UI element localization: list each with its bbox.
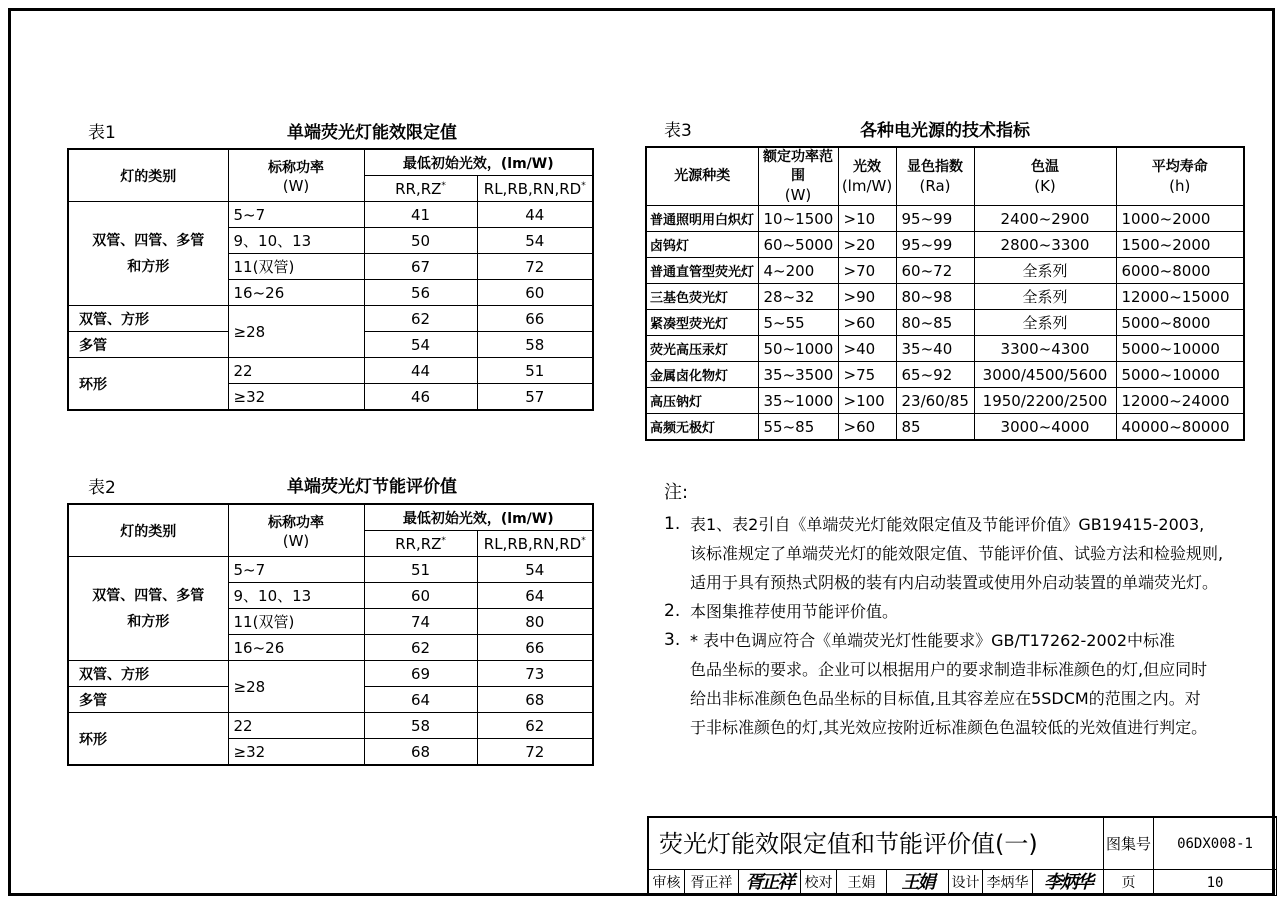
- t1-header-efficacy: 最低初始光效，(lm/W): [364, 149, 593, 176]
- t1-cell-power: 16~26: [228, 280, 364, 306]
- atlas-number: 06DX008-1: [1154, 818, 1277, 870]
- t2-header-power-label: 标称功率: [268, 514, 324, 531]
- t3-cell-power: 4~200: [758, 258, 838, 284]
- t3-cell-power: 35~3500: [758, 362, 838, 388]
- t1-cell-b: 57: [477, 384, 593, 411]
- table-row: [68, 661, 593, 687]
- t3-cell-ct: 3000/4500/5600: [974, 362, 1116, 388]
- t3-cell-ct: 2400~2900: [974, 206, 1116, 232]
- table-row: [646, 206, 1244, 232]
- note-number: 1.: [664, 514, 681, 534]
- note-line: 本图集推荐使用节能评价值。: [690, 602, 899, 621]
- t3-cell-type: 高压钠灯: [646, 388, 758, 414]
- t3-cell-type: 紧凑型荧光灯: [646, 310, 758, 336]
- t2-cell-power: 5~7: [228, 557, 364, 583]
- t1-group-1: 双管、四管、多管 和方形: [68, 202, 228, 306]
- t3-cell-life: 1500~2000: [1116, 232, 1244, 258]
- t2-cell-a: 74: [364, 609, 477, 635]
- t3-cell-eff: >40: [838, 336, 896, 362]
- t1-cell-b: 72: [477, 254, 593, 280]
- t3-cell-cri: 80~98: [896, 284, 974, 310]
- t2-cell-b: 64: [477, 583, 593, 609]
- t2-cell-b: 66: [477, 635, 593, 661]
- t2-cell-b: 72: [477, 739, 593, 766]
- t1-cell-b: 51: [477, 358, 593, 384]
- t3-header-cri: 显色指数 (Ra): [896, 147, 974, 206]
- t1-header-power-label: 标称功率: [268, 159, 324, 176]
- note-item: [664, 510, 1254, 597]
- t1-cell-b: 54: [477, 228, 593, 254]
- t3-cell-life: 40000~80000: [1116, 414, 1244, 441]
- t3-cell-life: 5000~10000: [1116, 362, 1244, 388]
- table-row: [646, 414, 1244, 441]
- t2-header-efficacy: 最低初始光效，(lm/W): [364, 504, 593, 531]
- t3-cell-cri: 60~72: [896, 258, 974, 284]
- note-line: 于非标准颜色的灯,其光效应按附近标准颜色色温较低的光效值进行判定。: [690, 718, 1208, 737]
- t3-cell-type: 荧光高压汞灯: [646, 336, 758, 362]
- page-label: 页: [1104, 870, 1154, 896]
- t3-cell-power: 55~85: [758, 414, 838, 441]
- t3-cell-type: 高频无极灯: [646, 414, 758, 441]
- t3-cell-life: 12000~15000: [1116, 284, 1244, 310]
- t2-cell-b: 73: [477, 661, 593, 687]
- table1: [67, 148, 594, 411]
- t1-header-col-b: RL,RB,RN,RD*: [477, 176, 593, 202]
- t1-cell-power: ≥28: [228, 306, 364, 358]
- note-line: 适用于具有预热式阴极的装有内启动装置或使用外启动装置的单端荧光灯。: [690, 573, 1219, 592]
- t3-cell-eff: >75: [838, 362, 896, 388]
- t2-cell-power: ≥32: [228, 739, 364, 766]
- t3-cell-life: 12000~24000: [1116, 388, 1244, 414]
- t3-cell-ct: 全系列: [974, 258, 1116, 284]
- table-row: [68, 306, 593, 332]
- t1-group-2b: 多管: [68, 332, 228, 358]
- t3-cell-ct: 3300~4300: [974, 336, 1116, 362]
- t3-header-type: 光源种类: [646, 147, 758, 206]
- t2-cell-power: 9、10、13: [228, 583, 364, 609]
- t1-cell-b: 60: [477, 280, 593, 306]
- t3-cell-eff: >20: [838, 232, 896, 258]
- t3-cell-cri: 95~99: [896, 232, 974, 258]
- reviewer-signature: 胥正祥: [739, 870, 801, 896]
- t3-cell-ct: 3000~4000: [974, 414, 1116, 441]
- t2-header-power-unit: (W): [282, 531, 310, 550]
- t3-cell-type: 普通直管型荧光灯: [646, 258, 758, 284]
- t3-cell-life: 1000~2000: [1116, 206, 1244, 232]
- t3-header-efficacy: 光效 (lm/W): [838, 147, 896, 206]
- t1-cell-a: 46: [364, 384, 477, 411]
- t2-cell-b: 80: [477, 609, 593, 635]
- table-row: [646, 388, 1244, 414]
- t2-cell-a: 69: [364, 661, 477, 687]
- t2-cell-b: 62: [477, 713, 593, 739]
- t1-cell-a: 56: [364, 280, 477, 306]
- t1-cell-a: 41: [364, 202, 477, 228]
- t1-cell-power: 11(双管): [228, 254, 364, 280]
- t2-cell-power: 16~26: [228, 635, 364, 661]
- table-row: [68, 557, 593, 583]
- t3-cell-ct: 2800~3300: [974, 232, 1116, 258]
- t3-header-color-temp: 色温 (K): [974, 147, 1116, 206]
- table3: [645, 146, 1245, 441]
- t1-cell-a: 50: [364, 228, 477, 254]
- t2-cell-a: 64: [364, 687, 477, 713]
- t1-cell-power: ≥32: [228, 384, 364, 411]
- t1-cell-power: 9、10、13: [228, 228, 364, 254]
- title-block: [647, 816, 1277, 896]
- t3-cell-cri: 85: [896, 414, 974, 441]
- t1-header-col-a: RR,RZ*: [364, 176, 477, 202]
- t3-cell-life: 5000~10000: [1116, 336, 1244, 362]
- t1-cell-b: 44: [477, 202, 593, 228]
- t3-cell-power: 5~55: [758, 310, 838, 336]
- t1-cell-power: 5~7: [228, 202, 364, 228]
- t3-cell-type: 普通照明用白炽灯: [646, 206, 758, 232]
- note-number: 2.: [664, 601, 681, 621]
- table-row: [646, 336, 1244, 362]
- t1-cell-power: 22: [228, 358, 364, 384]
- t3-cell-power: 28~32: [758, 284, 838, 310]
- t1-cell-a: 62: [364, 306, 477, 332]
- t3-cell-power: 10~1500: [758, 206, 838, 232]
- check-label: 校对: [801, 870, 837, 896]
- table-row: [68, 202, 593, 228]
- table2: [67, 503, 594, 766]
- t1-header-power: [228, 149, 364, 202]
- table3-caption: 表3: [664, 121, 692, 141]
- t1-header-power-unit: (W): [282, 176, 310, 195]
- t3-cell-type: 金属卤化物灯: [646, 362, 758, 388]
- t1-cell-a: 67: [364, 254, 477, 280]
- table-row: [68, 358, 593, 384]
- t2-cell-power: 22: [228, 713, 364, 739]
- note-line: 该标准规定了单端荧光灯的能效限定值、节能评价值、试验方法和检验规则,: [690, 544, 1224, 563]
- t3-cell-eff: >10: [838, 206, 896, 232]
- table-row: [646, 258, 1244, 284]
- drawing-title: 荧光灯能效限定值和节能评价值(一): [649, 818, 1104, 870]
- t2-cell-a: 68: [364, 739, 477, 766]
- table-row: [646, 284, 1244, 310]
- page-number: 10: [1154, 870, 1277, 896]
- t3-cell-cri: 80~85: [896, 310, 974, 336]
- table2-title: 单端荧光灯节能评价值: [287, 477, 457, 497]
- checker-signature: 王娟: [887, 870, 949, 896]
- t1-group-2a: 双管、方形: [68, 306, 228, 332]
- designer-name: 李炳华: [983, 870, 1033, 896]
- t1-cell-b: 66: [477, 306, 593, 332]
- review-label: 审核: [649, 870, 685, 896]
- notes-heading: 注:: [664, 482, 689, 503]
- reviewer-name: 胥正祥: [685, 870, 739, 896]
- t2-cell-power: ≥28: [228, 661, 364, 713]
- t2-group-1: 双管、四管、多管 和方形: [68, 557, 228, 661]
- t2-cell-a: 60: [364, 583, 477, 609]
- t3-cell-life: 6000~8000: [1116, 258, 1244, 284]
- t2-header-power: [228, 504, 364, 557]
- t2-cell-b: 54: [477, 557, 593, 583]
- note-line: 给出非标准颜色色品坐标的目标值,且其容差应在5SDCM的范围之内。对: [690, 689, 1201, 708]
- t3-cell-power: 50~1000: [758, 336, 838, 362]
- t3-header-power: 额定功率范围 (W): [758, 147, 838, 206]
- t2-cell-a: 58: [364, 713, 477, 739]
- t3-cell-ct: 全系列: [974, 284, 1116, 310]
- t3-cell-eff: >70: [838, 258, 896, 284]
- table-row: [646, 362, 1244, 388]
- t2-group-3: 环形: [68, 713, 228, 766]
- t2-header-category: 灯的类别: [68, 504, 228, 557]
- t2-cell-b: 68: [477, 687, 593, 713]
- t3-cell-power: 35~1000: [758, 388, 838, 414]
- t2-cell-power: 11(双管): [228, 609, 364, 635]
- table1-title: 单端荧光灯能效限定值: [287, 123, 457, 143]
- table2-caption: 表2: [88, 478, 116, 498]
- table-row: [68, 713, 593, 739]
- t3-cell-eff: >90: [838, 284, 896, 310]
- note-number: 3.: [664, 630, 681, 650]
- designer-signature: 李炳华: [1033, 870, 1104, 896]
- notes: [664, 478, 1254, 742]
- table-row: [646, 310, 1244, 336]
- checker-name: 王娟: [837, 870, 887, 896]
- t2-group-2a: 双管、方形: [68, 661, 228, 687]
- t3-cell-cri: 65~92: [896, 362, 974, 388]
- atlas-label: 图集号: [1104, 818, 1154, 870]
- t3-cell-ct: 1950/2200/2500: [974, 388, 1116, 414]
- t2-cell-a: 62: [364, 635, 477, 661]
- t3-cell-eff: >100: [838, 388, 896, 414]
- t3-cell-eff: >60: [838, 310, 896, 336]
- t1-cell-a: 54: [364, 332, 477, 358]
- t3-cell-life: 5000~8000: [1116, 310, 1244, 336]
- t2-cell-a: 51: [364, 557, 477, 583]
- t1-group-3: 环形: [68, 358, 228, 411]
- note-line: 色品坐标的要求。企业可以根据用户的要求制造非标准颜色的灯,但应同时: [690, 660, 1208, 679]
- note-item: [664, 626, 1254, 742]
- t2-header-col-b: RL,RB,RN,RD*: [477, 531, 593, 557]
- t3-cell-cri: 95~99: [896, 206, 974, 232]
- table1-caption: 表1: [88, 123, 116, 143]
- t3-cell-cri: 23/60/85: [896, 388, 974, 414]
- t1-header-category: 灯的类别: [68, 149, 228, 202]
- table-row: [646, 232, 1244, 258]
- t3-header-life: 平均寿命 (h): [1116, 147, 1244, 206]
- t1-cell-a: 44: [364, 358, 477, 384]
- t3-cell-ct: 全系列: [974, 310, 1116, 336]
- note-item: [664, 597, 1254, 626]
- t1-cell-b: 58: [477, 332, 593, 358]
- t3-cell-type: 卤钨灯: [646, 232, 758, 258]
- t3-cell-power: 60~5000: [758, 232, 838, 258]
- t3-cell-type: 三基色荧光灯: [646, 284, 758, 310]
- table3-title: 各种电光源的技术指标: [860, 121, 1030, 141]
- t2-group-2b: 多管: [68, 687, 228, 713]
- t2-header-col-a: RR,RZ*: [364, 531, 477, 557]
- design-label: 设计: [949, 870, 983, 896]
- note-line: * 表中色调应符合《单端荧光灯性能要求》GB/T17262-2002中标准: [690, 631, 1176, 650]
- note-line: 表1、表2引自《单端荧光灯能效限定值及节能评价值》GB19415-2003,: [690, 515, 1205, 534]
- t3-cell-cri: 35~40: [896, 336, 974, 362]
- t3-cell-eff: >60: [838, 414, 896, 441]
